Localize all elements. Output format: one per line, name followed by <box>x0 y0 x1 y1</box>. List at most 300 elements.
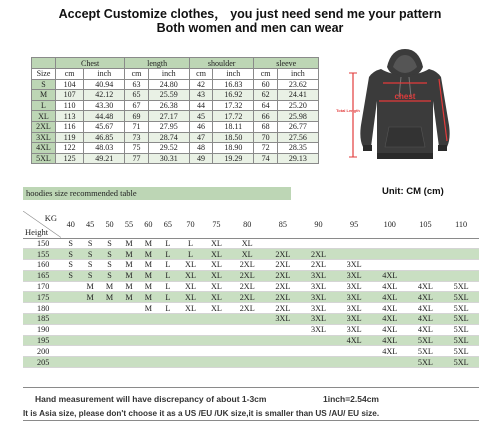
size-cell <box>372 260 408 271</box>
weight-header: 40 <box>61 211 80 238</box>
size-cell: XL <box>241 238 253 248</box>
size-cell: 3XL <box>346 292 362 302</box>
note-measurement: Hand measurement will have discrepancy of about 1-3cm <box>35 394 267 404</box>
size-cell: 4XL <box>382 325 398 335</box>
measure-cell: 16.83 <box>213 79 254 90</box>
size-row <box>32 79 319 90</box>
notes-box <box>23 387 479 421</box>
size-cell: XL <box>185 282 196 292</box>
size-cell: 2XL <box>275 303 291 313</box>
weight-header: 95 <box>336 211 372 238</box>
size-cell: 5XL <box>417 336 433 346</box>
measure-cell: 46.85 <box>84 132 125 143</box>
measure-cell: 67 <box>125 100 148 111</box>
size-cell <box>80 324 99 335</box>
size-cell <box>336 238 372 249</box>
measure-cell: 46 <box>189 121 212 132</box>
measure-cell: 60 <box>254 79 277 90</box>
size-cell: 5XL <box>453 357 469 367</box>
size-cell <box>139 357 158 368</box>
size-cell <box>265 357 301 368</box>
measure-cell: 73 <box>125 132 148 143</box>
size-cell: S <box>68 238 73 248</box>
height-cell: 195 <box>37 336 50 346</box>
size-cell: XL <box>32 111 56 122</box>
unit-header: inch <box>213 69 254 80</box>
size-cell: L <box>32 100 56 111</box>
size-cell <box>80 335 99 346</box>
measure-cell: 49.21 <box>84 153 125 164</box>
size-cell: XL <box>241 249 253 259</box>
size-cell: M <box>86 282 94 292</box>
size-cell: 3XL <box>310 314 326 324</box>
size-cell <box>203 324 229 335</box>
size-cell: M <box>105 282 114 292</box>
measure-cell: 42 <box>189 79 212 90</box>
size-cell: S <box>107 238 112 248</box>
measure-cell: 116 <box>56 121 84 132</box>
size-cell: 3XL <box>32 132 56 143</box>
size-cell: S <box>68 260 73 270</box>
weight-header: 110 <box>443 211 479 238</box>
measure-cell: 27.56 <box>277 132 318 143</box>
size-cell: 3XL <box>310 292 326 302</box>
measure-cell: 28.74 <box>148 132 189 143</box>
unit-header: cm <box>254 69 277 80</box>
measure-cell: 16.92 <box>213 90 254 101</box>
size-cell: S <box>107 271 112 281</box>
height-cell: 155 <box>37 249 50 259</box>
measure-cell: 44 <box>189 100 212 111</box>
measure-cell: 24.41 <box>277 90 318 101</box>
measure-cell: 42.12 <box>84 90 125 101</box>
size-cell <box>301 238 337 249</box>
height-row <box>23 260 479 271</box>
height-cell: 170 <box>37 282 50 292</box>
measure-cell: 26.77 <box>277 121 318 132</box>
size-cell: L <box>165 282 171 292</box>
size-row <box>32 121 319 132</box>
measure-cell: 71 <box>125 121 148 132</box>
size-cell: XL <box>210 282 222 292</box>
size-cell <box>61 303 80 314</box>
size-cell <box>158 335 177 346</box>
size-cell <box>372 357 408 368</box>
measure-cell: 75 <box>125 143 148 154</box>
size-cell <box>443 249 479 260</box>
size-cell: 2XL <box>310 249 326 259</box>
kg-height-corner <box>23 211 61 238</box>
size-cell: M <box>144 303 153 313</box>
size-cell: 4XL <box>382 346 398 356</box>
size-cell: 5XL <box>453 336 469 346</box>
size-cell: 4XL <box>382 271 398 281</box>
measure-cell: 44.48 <box>84 111 125 122</box>
size-cell <box>158 314 177 325</box>
size-cell: L <box>165 292 171 302</box>
size-cell <box>100 314 119 325</box>
weight-header: 75 <box>203 211 229 238</box>
size-cell <box>203 346 229 357</box>
height-row <box>23 281 479 292</box>
measure-cell: 17.32 <box>213 100 254 111</box>
note-asia-size: It is Asia size, please don't choose it as a US /EU /UK size,it is smaller than US /AU/ EU size. <box>23 409 380 418</box>
size-cell: 4XL <box>417 325 433 335</box>
note-inch: 1inch=2.54cm <box>323 394 379 404</box>
measure-cell: 18.11 <box>213 121 254 132</box>
size-cell <box>139 335 158 346</box>
header-line-2: Both women and men can wear <box>156 21 344 35</box>
size-cell <box>372 249 408 260</box>
size-cell <box>229 357 265 368</box>
size-cell <box>229 314 265 325</box>
size-cell: L <box>165 260 171 270</box>
height-cell: 180 <box>37 303 50 313</box>
weight-header: 105 <box>408 211 444 238</box>
size-cell <box>301 346 337 357</box>
size-cell: S <box>32 79 56 90</box>
size-cell <box>178 346 204 357</box>
size-cell: S <box>107 249 112 259</box>
size-cell <box>408 249 444 260</box>
size-cell: L <box>165 271 171 281</box>
size-row <box>32 132 319 143</box>
height-cell: 160 <box>37 260 50 270</box>
measure-cell: 63 <box>125 79 148 90</box>
group-length: length <box>125 58 190 69</box>
size-cell: L <box>165 303 171 313</box>
size-cell: M <box>86 292 94 302</box>
height-row <box>23 314 479 325</box>
measure-cell: 25.20 <box>277 100 318 111</box>
measure-cell: 29.13 <box>277 153 318 164</box>
size-cell <box>301 335 337 346</box>
size-cell <box>229 324 265 335</box>
measure-cell: 64 <box>254 100 277 111</box>
weight-header: 65 <box>158 211 177 238</box>
unit-header: cm <box>56 69 84 80</box>
size-cell <box>139 346 158 357</box>
size-cell: 2XL <box>275 292 291 302</box>
size-cell <box>61 335 80 346</box>
header-line-1: Accept Customize clothes， you just need send me your pattern <box>58 7 442 21</box>
measure-cell: 125 <box>56 153 84 164</box>
measure-cell: 104 <box>56 79 84 90</box>
size-cell: M <box>144 271 153 281</box>
size-cell <box>301 357 337 368</box>
size-cell: 3XL <box>346 271 362 281</box>
unit-header: cm <box>189 69 212 80</box>
size-cell: XL <box>210 238 222 248</box>
size-cell <box>265 346 301 357</box>
size-cell: M <box>105 292 114 302</box>
size-cell: 4XL <box>382 314 398 324</box>
size-cell: 5XL <box>453 346 469 356</box>
size-cell <box>336 249 372 260</box>
size-cell <box>203 314 229 325</box>
measure-cell: 74 <box>254 153 277 164</box>
size-cell: XL <box>210 249 222 259</box>
size-cell <box>336 357 372 368</box>
size-cell: 3XL <box>310 303 326 313</box>
size-cell <box>229 335 265 346</box>
size-cell: M <box>144 292 153 302</box>
size-cell: 4XL <box>382 336 398 346</box>
size-cell: S <box>68 249 73 259</box>
measure-cell: 18.50 <box>213 132 254 143</box>
size-cell: M <box>32 90 56 101</box>
group-chest: Chest <box>56 58 125 69</box>
size-cell: S <box>87 271 93 281</box>
size-cell: M <box>144 238 153 248</box>
height-cell: 205 <box>37 357 50 367</box>
size-cell <box>203 335 229 346</box>
measure-cell: 25.59 <box>148 90 189 101</box>
size-cell <box>408 238 444 249</box>
weight-header: 70 <box>178 211 204 238</box>
height-row <box>23 324 479 335</box>
size-cell: 5XL <box>453 303 469 313</box>
height-cell: 190 <box>37 325 50 335</box>
weight-header: 45 <box>80 211 99 238</box>
size-cell: M <box>125 271 133 281</box>
height-cell: 185 <box>37 314 50 324</box>
measure-cell: 107 <box>56 90 84 101</box>
group-shoulder: shoulder <box>189 58 254 69</box>
size-table <box>31 57 319 164</box>
size-cell <box>158 357 177 368</box>
measure-cell: 113 <box>56 111 84 122</box>
weight-header: 60 <box>139 211 158 238</box>
size-cell <box>100 335 119 346</box>
size-cell: 4XL <box>417 292 433 302</box>
height-row <box>23 292 479 303</box>
size-cell: 4XL <box>382 303 398 313</box>
size-cell <box>100 303 119 314</box>
unit-header: inch <box>277 69 318 80</box>
size-cell <box>229 346 265 357</box>
size-cell: 5XL <box>453 314 469 324</box>
size-cell <box>119 357 138 368</box>
size-cell: 4XL <box>417 314 433 324</box>
size-cell: 2XL <box>239 292 255 302</box>
size-cell <box>119 303 138 314</box>
size-cell: S <box>68 271 73 281</box>
size-cell <box>178 357 204 368</box>
height-row <box>23 303 479 314</box>
measure-cell: 49 <box>189 153 212 164</box>
size-cell: 2XL <box>239 260 255 270</box>
measure-cell: 45.67 <box>84 121 125 132</box>
size-cell: XL <box>185 260 196 270</box>
size-cell <box>61 357 80 368</box>
size-cell: 5XL <box>417 346 433 356</box>
size-cell <box>178 335 204 346</box>
measure-cell: 62 <box>254 90 277 101</box>
size-cell <box>372 238 408 249</box>
measure-cell: 19.29 <box>213 153 254 164</box>
size-cell: 5XL <box>453 292 469 302</box>
size-cell: L <box>165 249 171 259</box>
size-cell <box>178 314 204 325</box>
size-cell: S <box>87 249 93 259</box>
size-cell: 3XL <box>310 271 326 281</box>
size-cell <box>119 346 138 357</box>
measure-cell: 18.90 <box>213 143 254 154</box>
measure-cell: 72 <box>254 143 277 154</box>
size-cell <box>119 335 138 346</box>
size-cell: 2XL <box>275 260 291 270</box>
size-cell <box>178 324 204 335</box>
size-cell <box>100 346 119 357</box>
weight-header: 90 <box>301 211 337 238</box>
size-cell <box>61 281 80 292</box>
recommend-table <box>23 211 479 368</box>
size-cell <box>61 314 80 325</box>
measure-cell: 40.94 <box>84 79 125 90</box>
unit-header: inch <box>84 69 125 80</box>
group-sleeve: sleeve <box>254 58 319 69</box>
size-cell: 5XL <box>453 282 469 292</box>
height-row <box>23 346 479 357</box>
measure-cell: 70 <box>254 132 277 143</box>
size-cell <box>336 346 372 357</box>
size-cell: 2XL <box>310 260 326 270</box>
size-row <box>32 100 319 111</box>
size-cell: 2XL <box>32 121 56 132</box>
size-cell: L <box>165 238 171 248</box>
size-row <box>32 143 319 154</box>
measure-cell: 29.52 <box>148 143 189 154</box>
size-cell: S <box>87 260 93 270</box>
size-cell: L <box>187 249 193 259</box>
size-cell: 2XL <box>239 303 255 313</box>
size-corner <box>32 58 56 69</box>
chest-label: chest <box>394 92 416 101</box>
size-row <box>32 111 319 122</box>
measure-cell: 69 <box>125 111 148 122</box>
size-cell: 4XL <box>382 292 398 302</box>
size-cell <box>61 324 80 335</box>
height-row <box>23 335 479 346</box>
unit-label: Unit: CM (cm) <box>382 186 444 197</box>
height-cell: 150 <box>37 238 50 248</box>
weight-header: 85 <box>265 211 301 238</box>
size-cell: S <box>107 260 112 270</box>
height-row <box>23 357 479 368</box>
size-cell: XL <box>210 260 222 270</box>
size-cell: 3XL <box>310 282 326 292</box>
size-row <box>32 153 319 164</box>
measure-cell: 25.98 <box>277 111 318 122</box>
measure-cell: 27.17 <box>148 111 189 122</box>
size-cell <box>119 314 138 325</box>
size-cell <box>80 357 99 368</box>
unit-header: inch <box>148 69 189 80</box>
height-cell: 165 <box>37 271 50 281</box>
size-cell: 3XL <box>346 303 362 313</box>
measure-cell: 30.31 <box>148 153 189 164</box>
size-cell <box>158 324 177 335</box>
size-cell: M <box>125 282 133 292</box>
measure-cell: 48.03 <box>84 143 125 154</box>
size-cell: 4XL <box>32 143 56 154</box>
height-label: Height <box>25 226 49 237</box>
length-label: Total Length <box>336 108 360 113</box>
size-cell: 3XL <box>275 314 291 324</box>
size-cell: 3XL <box>346 282 362 292</box>
size-cell: 2XL <box>275 249 291 259</box>
measure-cell: 77 <box>125 153 148 164</box>
size-cell: 2XL <box>275 282 291 292</box>
weight-header: 100 <box>372 211 408 238</box>
size-cell: XL <box>210 271 222 281</box>
measure-cell: 24.80 <box>148 79 189 90</box>
size-cell <box>80 346 99 357</box>
size-cell: 2XL <box>239 271 255 281</box>
size-cell <box>408 260 444 271</box>
size-header: Size <box>32 69 56 80</box>
size-cell <box>61 346 80 357</box>
unit-header: cm <box>125 69 148 80</box>
size-cell: 2XL <box>239 282 255 292</box>
measure-cell: 17.72 <box>213 111 254 122</box>
measure-cell: 27.95 <box>148 121 189 132</box>
size-cell <box>61 292 80 303</box>
weight-header: 80 <box>229 211 265 238</box>
size-cell: L <box>187 238 193 248</box>
height-row <box>23 238 479 249</box>
size-cell: 3XL <box>346 325 362 335</box>
measure-cell: 48 <box>189 143 212 154</box>
size-cell: M <box>125 292 133 302</box>
measure-cell: 47 <box>189 132 212 143</box>
size-cell <box>443 238 479 249</box>
height-row <box>23 270 479 281</box>
height-row <box>23 249 479 260</box>
size-cell: XL <box>185 271 196 281</box>
measure-cell: 43 <box>189 90 212 101</box>
size-cell: 5XL <box>453 325 469 335</box>
size-cell <box>100 357 119 368</box>
size-cell <box>408 270 444 281</box>
height-cell: 175 <box>37 292 50 302</box>
measure-cell: 45 <box>189 111 212 122</box>
size-cell: 2XL <box>275 271 291 281</box>
size-cell <box>100 324 119 335</box>
size-cell: M <box>125 249 133 259</box>
measure-cell: 119 <box>56 132 84 143</box>
weight-header: 55 <box>119 211 138 238</box>
size-cell <box>203 357 229 368</box>
recommend-title: hoodies size recommended table <box>23 187 291 200</box>
size-cell: XL <box>185 292 196 302</box>
size-cell: 3XL <box>310 325 326 335</box>
size-cell: XL <box>185 303 196 313</box>
size-cell: 4XL <box>417 303 433 313</box>
size-cell: M <box>144 282 153 292</box>
hoodie-diagram <box>335 47 475 167</box>
size-cell: 3XL <box>346 260 362 270</box>
size-cell: M <box>125 238 133 248</box>
size-cell: 4XL <box>417 282 433 292</box>
size-cell <box>119 324 138 335</box>
size-cell: 4XL <box>346 336 362 346</box>
measure-cell: 65 <box>125 90 148 101</box>
measure-cell: 68 <box>254 121 277 132</box>
size-cell: S <box>87 238 93 248</box>
size-cell <box>443 270 479 281</box>
